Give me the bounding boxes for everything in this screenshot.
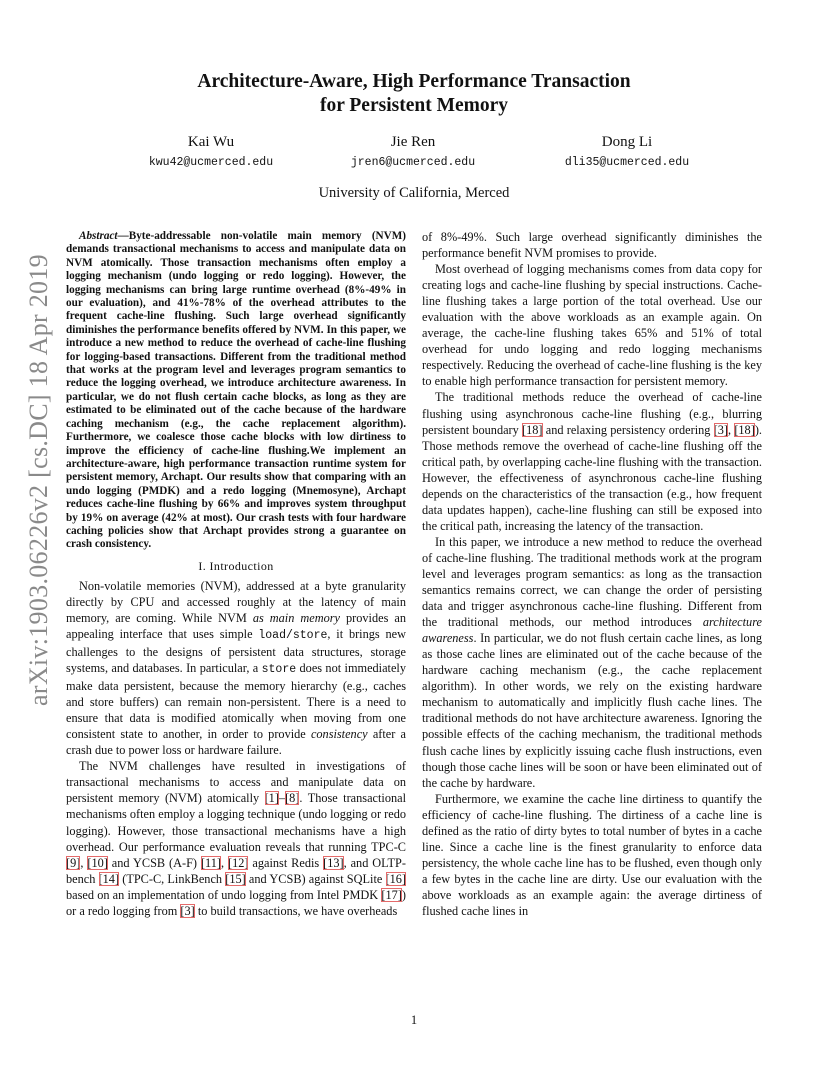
page-number: 1: [410, 1013, 418, 1027]
citation-link[interactable]: [18]: [522, 422, 543, 437]
citation-link[interactable]: [13]: [323, 855, 344, 870]
body-paragraph-overhead: Most overhead of logging mechanisms comes from data copy for creating logs and cache-line flushing by special instructions. Cache-line flushing takes a large portion of the total overhead. Use our evaluation with the above workloads as an example again. On average, the cache-line flushing takes 65% and 51% of total overhead for undo logging and redo logging mechanisms respectively. Reducing the overhead of cache-line flushing is the key to enable high performance transaction for persistent memory.: [422, 262, 762, 389]
abstract: [66, 230, 406, 552]
author-email[interactable]: jren6@ucmerced.edu: [350, 156, 476, 169]
body-paragraph-continued: of 8%-49%. Such large overhead significantly diminishes the performance benefit NVM promises to provide.: [422, 230, 762, 261]
citation-link[interactable]: [12]: [227, 855, 249, 870]
author-name: Jie Ren: [390, 134, 436, 150]
paper-title: [100, 70, 728, 118]
body-paragraph-traditional-methods: The traditional methods reduce the overhead of cache-line flushing using asynchronous cache-line flushing (e.g., blurring persistent boundary [18] and relaxing persistency ordering [3], [18]). Those methods remove the overhead of cache-line flushing off the critical path, by overlapping cache-line flushing with the transaction. However, the effectiveness of asynchronous cache-line flushing depends on the characteristics of the transaction (e.g., how frequent data updates happen), cache-line flushing can still be exposed into the critical path, increasing the latency of the transaction.: [422, 390, 762, 533]
intro-paragraph-2: The NVM challenges have resulted in investigations of transactional mechanisms to access and manipulate data on persistent memory (NVM) atomically [1]–[8]. Those transactional mechanisms often employ a logging technique (undo logging or redo logging). However, those transactional mechanisms have a high overhead. Our performance evaluation reveals that running TPC-C [9], [10] and YCSB (A-F) [11], [12] against Redis [13], and OLTP-bench [14] (TPC-C, LinkBench [15] and YCSB) against SQLite [16] based on an implementation of undo logging from Intel PMDK [17]) or a redo logging from [3] to build transactions, we have overheads: [66, 759, 407, 918]
arxiv-identifier: arXiv:1903.06226v2 [cs.DC] 18 Apr 2019: [24, 254, 54, 706]
author-block-1: [101, 133, 321, 169]
right-column: [422, 229, 762, 919]
intro-paragraph-1: Non-volatile memories (NVM), addressed at a byte granularity directly by CPU and accessed roughly at the latency of main memory, are coming. While NVM as main memory provides an appealing interface that uses simple load/store, it brings new challenges to the designs of persistent data structures, storage systems, and databases. In particular, a store does not immediately make data persistent, because the memory hierarchy (e.g., caches and store buffers) can remain non-persistent. There is a need to ensure that data is modified atomically when moving from one consistent state to another, in order to provide consistency after a crash due to power loss or hardware failure.: [66, 578, 406, 758]
author-email[interactable]: kwu42@ucmerced.edu: [148, 156, 274, 169]
title-line-2: for Persistent Memory: [319, 95, 509, 116]
author-name: Dong Li: [601, 134, 653, 150]
section-heading-introduction: I. Introduction: [198, 558, 274, 573]
citation-link[interactable]: [10]: [87, 855, 108, 870]
body-paragraph-new-method: In this paper, we introduce a new method to reduce the overhead of cache-line flushing. The traditional methods work at the program level and leverages program semantics: as long as the transaction semantics remains correct, we can change the order of persisting data and trigger asynchronous cache-line flushing. Different from the traditional methods, our method introduces architecture awareness. In particular, we do not flush certain cache lines, as long as those cache lines are eliminated out of the cache because of the hardware caching mechanism (e.g., the cache replacement algorithm). In other words, we rely on the existing hardware mechanism to automatically and implicitly flush cache lines. The traditional methods do not have architecture awareness. Ignoring the possible effects of the caching mechanism, the traditional methods flush cache lines by explicitly issuing cache flush instructions, even though those cache lines will be soon or have been eliminated out of the cache by hardware.: [422, 534, 762, 790]
author-block-3: [517, 133, 737, 169]
citation-link[interactable]: [15]: [225, 871, 246, 886]
citation-link[interactable]: [11]: [200, 855, 221, 870]
citation-link[interactable]: [18]: [734, 422, 755, 437]
citation-link[interactable]: [14]: [98, 871, 120, 886]
citation-link[interactable]: [17]: [381, 887, 402, 902]
citation-link[interactable]: [3]: [180, 903, 195, 918]
abstract-lead: Abstract: [79, 230, 118, 242]
body-paragraph-dirtiness: Furthermore, we examine the cache line dirtiness to quantify the efficiency of cache-line flushing. The dirtiness of a cache line is defined as the ratio of dirty bytes to total number of bytes in a cache line. Since a cache line is the finest granularity to enforce data persistency, the whole cache line has to be flushed, even though only a few bytes in the cache line are dirty. Use our evaluation with the above workloads as an example again: the average dirtiness of flushed cache lines in: [422, 791, 762, 918]
author-block-2: [303, 133, 523, 169]
author-email[interactable]: dli35@ucmerced.edu: [564, 156, 690, 169]
left-column: [66, 230, 406, 919]
title-line-1: Architecture-Aware, High Performance Transaction: [197, 71, 631, 92]
citation-link[interactable]: [3]: [713, 422, 729, 437]
citation-link[interactable]: [16]: [385, 871, 407, 886]
author-name: Kai Wu: [187, 134, 235, 150]
citation-link[interactable]: [1]: [264, 791, 279, 806]
affiliation: University of California, Merced: [318, 185, 510, 201]
citation-link[interactable]: [8]: [285, 791, 300, 806]
citation-link[interactable]: [9]: [66, 855, 81, 870]
abstract-text: —Byte-addressable non-volatile main memory (NVM) demands transactional mechanisms to access and manipulate data on NVM atomically. Those transaction mechanisms often employ a logging mechanism (undo logging or redo logging). However, the logging mechanisms can bring large runtime overhead (8%-49% in our evaluation), and 41%-78% of the overhead attributes to the frequent cache-line flushing. Such large overhead significantly diminishes the performance benefits offered by NVM. In this paper, we introduce a new method to reduce the overhead of cache-line flushing for logging-based transactions. Different from the traditional method that works at the program level and leverages program semantics to reduce the logging overhead, we introduce architecture awareness. In particular, we do not flush certain cache blocks, as long as they are estimated to be eliminated out of the cache because of the hardware caching mechanism (e.g., the cache replacement algorithm). Furthermore, we coalesce those cache blocks with low dirtiness to improve the efficiency of cache-line flushing.We implement an architecture-aware, high performance transaction runtime system for persistent memory, Archapt. Our results show that comparing with an undo logging (PMDK) and a redo logging (Mnemosyne), Archapt reduces cache-line flushing by 66% and improves system throughput by 19% on average (42% at most). Our crash tests with four hardware caching policies show that Archapt provides strong a guarantee on crash consistency.: [66, 230, 406, 551]
